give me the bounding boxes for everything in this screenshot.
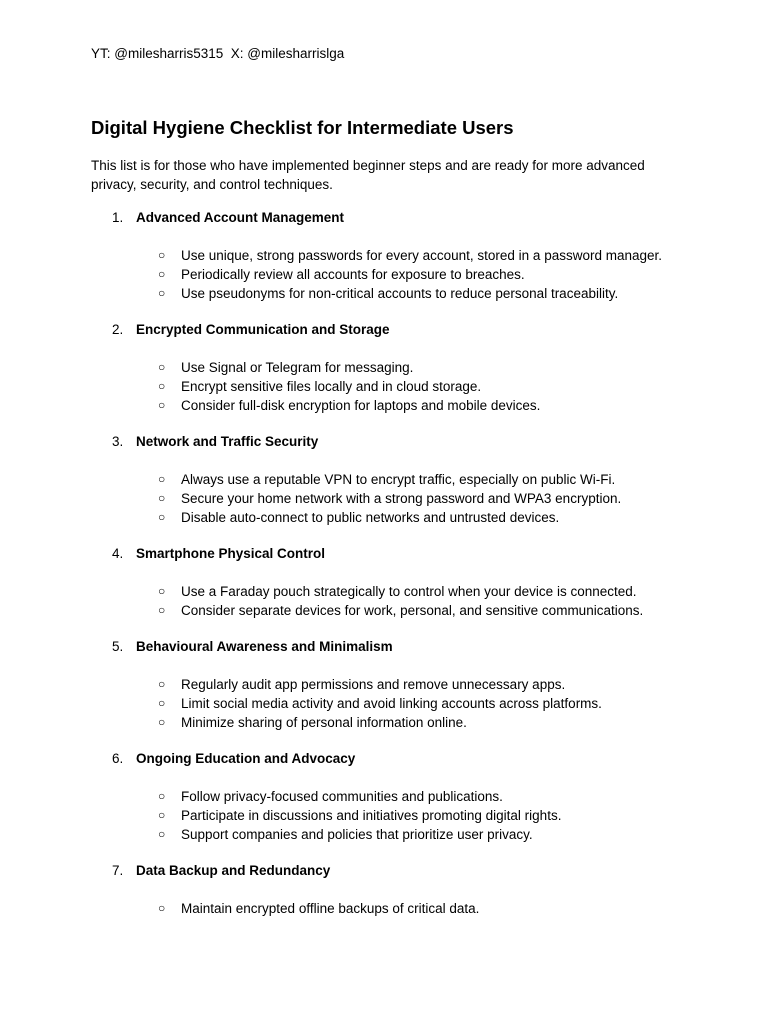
section-title: Advanced Account Management: [136, 210, 345, 225]
checklist-section: [91, 749, 711, 844]
bullet-list: [91, 787, 711, 844]
hollow-bullet-icon: ○: [158, 247, 166, 262]
list-item-text: Regularly audit app permissions and remove unnecessary apps.: [181, 676, 566, 692]
list-item-text: Consider full-disk encryption for laptops and mobile devices.: [181, 397, 541, 413]
section-title: Encrypted Communication and Storage: [136, 322, 390, 337]
list-item-text: Limit social media activity and avoid linking accounts across platforms.: [181, 695, 602, 711]
bullet-list: [91, 246, 711, 303]
list-item-text: Maintain encrypted offline backups of critical data.: [181, 900, 480, 916]
list-item: [91, 377, 711, 396]
section-heading: [91, 208, 711, 228]
list-item-text: Follow privacy-focused communities and publications.: [181, 788, 503, 804]
list-item-text: Use Signal or Telegram for messaging.: [181, 359, 414, 375]
list-item: [91, 284, 711, 303]
list-item: [91, 265, 711, 284]
section-title: Network and Traffic Security: [136, 434, 319, 449]
section-heading: [91, 749, 711, 769]
hollow-bullet-icon: ○: [158, 900, 166, 915]
section-title: Smartphone Physical Control: [136, 546, 326, 561]
list-item-text: Secure your home network with a strong password and WPA3 encryption.: [181, 490, 622, 506]
bullet-list: [91, 582, 711, 620]
section-heading: [91, 861, 711, 881]
list-item-text: Disable auto-connect to public networks and untrusted devices.: [181, 509, 560, 525]
section-number: 3.: [112, 434, 124, 449]
document-title: Digital Hygiene Checklist for Intermediate Users: [91, 117, 514, 138]
list-item-text: Encrypt sensitive files locally and in cloud storage.: [181, 378, 482, 394]
hollow-bullet-icon: ○: [158, 490, 166, 505]
checklist-section: [91, 544, 711, 620]
list-item-text: Use a Faraday pouch strategically to control when your device is connected.: [181, 583, 637, 599]
list-item: [91, 899, 711, 918]
list-item: [91, 806, 711, 825]
list-item: [91, 825, 711, 844]
section-heading: [91, 637, 711, 657]
section-title: Ongoing Education and Advocacy: [136, 751, 356, 766]
bullet-list: [91, 899, 711, 918]
section-number: 6.: [112, 751, 124, 766]
list-item-text: Participate in discussions and initiatives promoting digital rights.: [181, 807, 562, 823]
list-item: [91, 601, 711, 620]
list-item-text: Always use a reputable VPN to encrypt traffic, especially on public Wi-Fi.: [181, 471, 616, 487]
checklist-section: [91, 432, 711, 527]
hollow-bullet-icon: ○: [158, 359, 166, 374]
bullet-list: [91, 358, 711, 415]
hollow-bullet-icon: ○: [158, 509, 166, 524]
hollow-bullet-icon: ○: [158, 378, 166, 393]
bullet-list: [91, 470, 711, 527]
list-item-text: Use pseudonyms for non-critical accounts to reduce personal traceability.: [181, 285, 619, 301]
hollow-bullet-icon: ○: [158, 285, 166, 300]
list-item: [91, 489, 711, 508]
list-item-text: Support companies and policies that prioritize user privacy.: [181, 826, 533, 842]
hollow-bullet-icon: ○: [158, 788, 166, 803]
section-title: Data Backup and Redundancy: [136, 863, 331, 878]
section-number: 2.: [112, 322, 124, 337]
checklist-section: [91, 637, 711, 732]
intro-paragraph: This list is for those who have implemented beginner steps and are ready for more advanced privacy, security, and control techniques.: [91, 158, 645, 192]
list-item: [91, 713, 711, 732]
list-item: [91, 358, 711, 377]
bullet-list: [91, 675, 711, 732]
checklist-section: [91, 320, 711, 415]
list-item: [91, 470, 711, 489]
list-item-text: Periodically review all accounts for exposure to breaches.: [181, 266, 525, 282]
list-item: [91, 246, 711, 265]
list-item-text: Minimize sharing of personal information online.: [181, 714, 467, 730]
list-item-text: Consider separate devices for work, personal, and sensitive communications.: [181, 602, 644, 618]
checklist-sections: [91, 208, 711, 935]
list-item: [91, 396, 711, 415]
hollow-bullet-icon: ○: [158, 471, 166, 486]
section-number: 4.: [112, 546, 124, 561]
hollow-bullet-icon: ○: [158, 676, 166, 691]
section-heading: [91, 432, 711, 452]
section-number: 5.: [112, 639, 124, 654]
list-item: [91, 508, 711, 527]
section-title: Behavioural Awareness and Minimalism: [136, 639, 393, 654]
hollow-bullet-icon: ○: [158, 266, 166, 281]
hollow-bullet-icon: ○: [158, 826, 166, 841]
hollow-bullet-icon: ○: [158, 583, 166, 598]
hollow-bullet-icon: ○: [158, 695, 166, 710]
hollow-bullet-icon: ○: [158, 714, 166, 729]
hollow-bullet-icon: ○: [158, 397, 166, 412]
hollow-bullet-icon: ○: [158, 602, 166, 617]
list-item: [91, 582, 711, 601]
list-item: [91, 694, 711, 713]
checklist-section: [91, 861, 711, 918]
section-number: 7.: [112, 863, 124, 878]
list-item: [91, 675, 711, 694]
social-handles: YT: @milesharris5315 X: @milesharrislga: [91, 46, 345, 61]
section-heading: [91, 320, 711, 340]
checklist-section: [91, 208, 711, 303]
hollow-bullet-icon: ○: [158, 807, 166, 822]
section-number: 1.: [112, 210, 124, 225]
list-item-text: Use unique, strong passwords for every account, stored in a password manager.: [181, 247, 663, 263]
section-heading: [91, 544, 711, 564]
list-item: [91, 787, 711, 806]
